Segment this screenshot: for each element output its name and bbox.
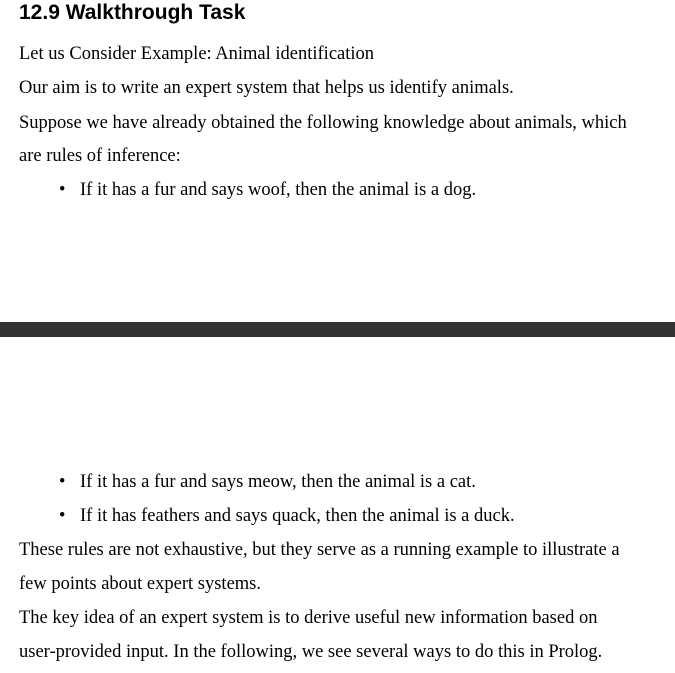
page-break-bar: [0, 322, 675, 337]
rule-list-item: [59, 505, 515, 527]
paragraph-line: Our aim is to write an expert system that helps us identify animals.: [19, 78, 514, 98]
bullet-icon: •: [59, 180, 66, 200]
bullet-icon: •: [59, 472, 66, 492]
paragraph-line: Let us Consider Example: Animal identification: [19, 44, 375, 64]
rule-list-item: [59, 179, 476, 201]
rule-list-item: [59, 471, 476, 493]
paragraph-line: These rules are not exhaustive, but they serve as a running example to illustrate a: [19, 540, 620, 560]
paragraph-line: user-provided input. In the following, we see several ways to do this in Prolog.: [19, 642, 603, 662]
paragraph-line: Suppose we have already obtained the following knowledge about animals, which: [19, 113, 627, 133]
bullet-icon: •: [59, 506, 66, 526]
rule-text: If it has feathers and says quack, then the animal is a duck.: [80, 506, 515, 526]
rule-text: If it has a fur and says meow, then the animal is a cat.: [80, 472, 476, 492]
paragraph-line: few points about expert systems.: [19, 574, 261, 594]
paragraph-line: The key idea of an expert system is to derive useful new information based on: [19, 608, 598, 628]
paragraph-line: are rules of inference:: [19, 146, 181, 166]
section-heading: 12.9 Walkthrough Task: [19, 1, 246, 24]
rule-text: If it has a fur and says woof, then the animal is a dog.: [80, 180, 477, 200]
